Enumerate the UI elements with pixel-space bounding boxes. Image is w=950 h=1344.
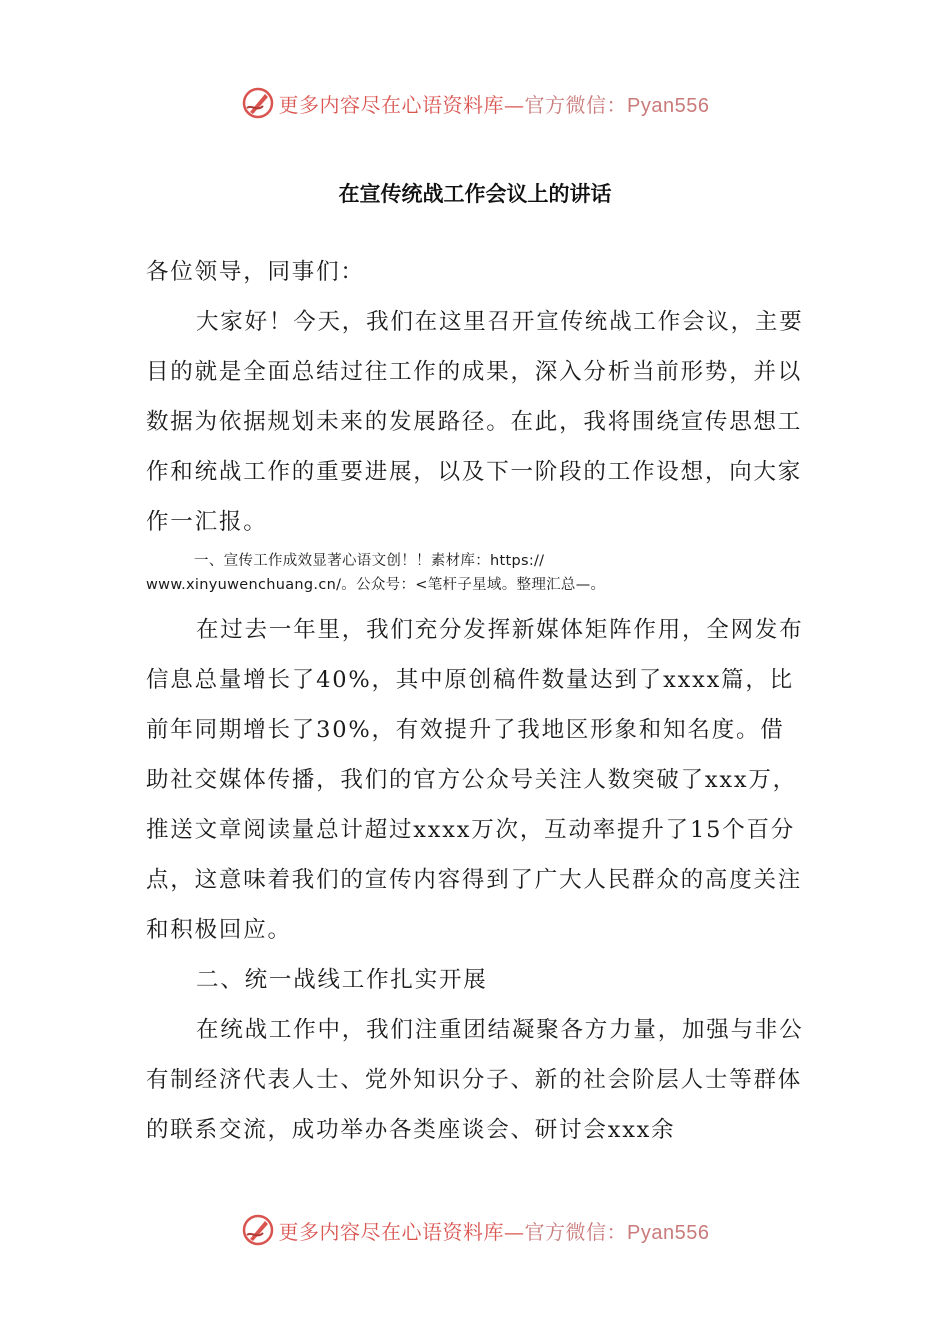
- greeting: 各位领导，同事们：: [146, 259, 365, 285]
- watermark-wechat-label: 官方微信：: [524, 92, 628, 117]
- watermark-wechat-id: Pyan556: [627, 94, 710, 117]
- document-title: 在宣传统战工作会议上的讲话: [338, 182, 612, 206]
- pen-logo-icon: [241, 1213, 275, 1247]
- pen-logo-icon: [241, 86, 275, 120]
- watermark-wechat-id: Pyan556: [627, 1221, 710, 1244]
- section1-paragraph: 在过去一年里，我们充分发挥新媒体矩阵作用，全网发布信息总量增长了40%，其中原创稿件数量达到了xxxx篇，比前年同期增长了30%，有效提升了我地区形象和知名度。借助社交媒体传播，我们的官方公众号关注人数突破了xxx万，推送文章阅读量总计超过xxxx万次，互动率提升了15个百分点，这意味着我们的宣传内容得到了广大人民群众的高度关注和积极回应。: [146, 617, 804, 943]
- source-note-line-1: 一、宣传工作成效显著心语文创！！素材库：https://: [194, 553, 545, 569]
- source-note: [146, 549, 806, 597]
- document-body: [146, 247, 806, 1155]
- header-watermark: [0, 83, 950, 123]
- intro-paragraph: 大家好！今天，我们在这里召开宣传统战工作会议，主要目的就是全面总结过往工作的成果，深入分析当前形势，并以数据为依据规划未来的发展路径。在此，我将围绕宣传思想工作和统战工作的重要进展，以及下一阶段的工作设想，向大家作一汇报。: [146, 309, 804, 535]
- section2-heading: 二、统一战线工作扎实开展: [196, 967, 488, 993]
- watermark-text: 更多内容尽在心语资料库—: [278, 92, 525, 117]
- section2-paragraph: 在统战工作中，我们注重团结凝聚各方力量，加强与非公有制经济代表人士、党外知识分子、新的社会阶层人士等群体的联系交流，成功举办各类座谈会、研讨会xxx余: [146, 1017, 804, 1143]
- watermark-wechat-label: 官方微信：: [524, 1219, 628, 1244]
- footer-watermark: [0, 1210, 950, 1250]
- watermark-text: 更多内容尽在心语资料库—: [278, 1219, 525, 1244]
- source-note-line-2: www.xinyuwenchuang.cn/。公众号：<笔杆子星域。整理汇总—。: [146, 577, 606, 593]
